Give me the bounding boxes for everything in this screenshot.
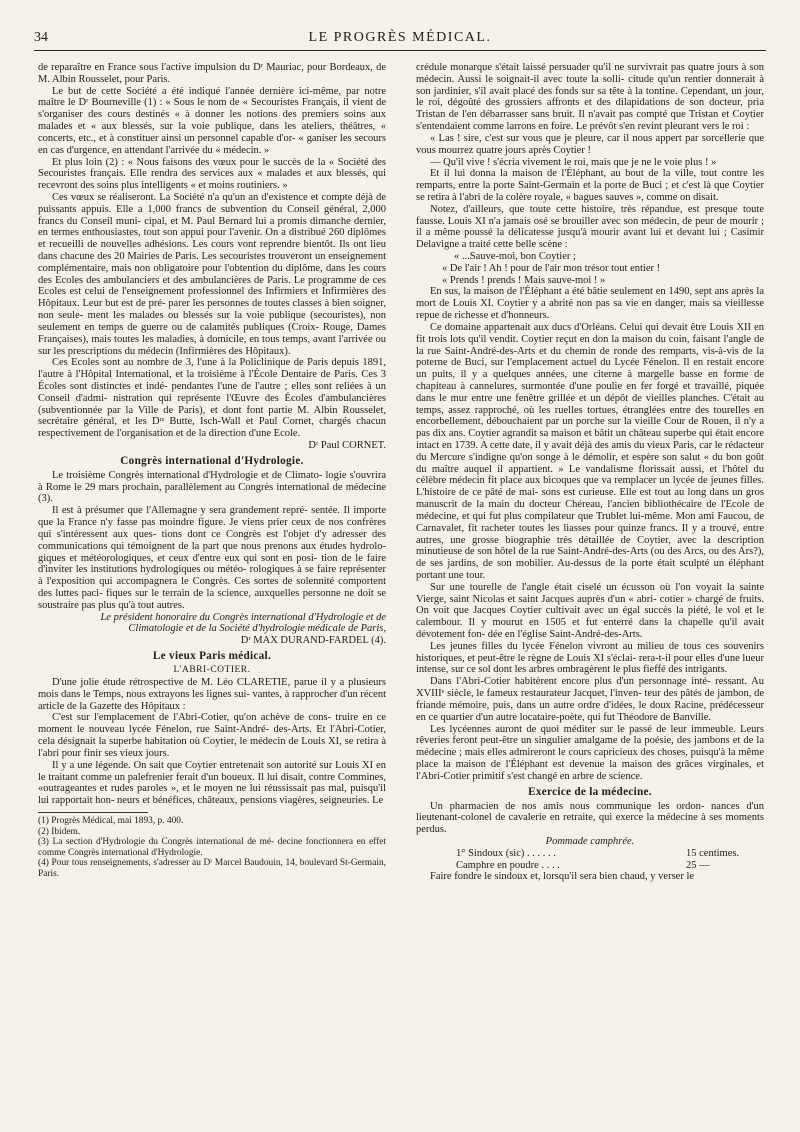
page-number: 34 bbox=[34, 30, 48, 45]
paragraph: crédule monarque s'était laissé persuader qu'il ne survivrait pas quatre jours à son médecin. Aussi le soignait-il avec toute la solli- citude qu'un rentier donnerait à son jardinier, s'il avait placé des fonds sur sa tête à la tontine. Cependant, un jour, le roi, dégoûté des grossiers affronts et des dilapidations de son docteur, pria Tristan de l'en débarrasser sans bruit. Il n'avait pas compté que Tristan et Coytier s'entendaient comme larrons en foire. Le prévôt s'en revint pleurant vers le roi : bbox=[416, 62, 764, 133]
paragraph: Les jeunes filles du lycée Fénelon vivront au milieu de tous ces souvenirs historiques, et peut-être le règne de Louis XI s'éclai- rera-t-il pour elles d'une lueur intense, sur ce sol dont les arbres ombragèrent le plus fieffé des intrigants. bbox=[416, 640, 764, 676]
paragraph: — Qu'il vive ! s'écria vivement le roi, mais que je ne le voie plus ! » bbox=[430, 156, 717, 168]
paragraph: Ces Ecoles sont au nombre de 3, l'une à la Policlinique de Paris depuis 1891, l'autre à l'Hôpital International, et la troisième à l'École Dentaire de Paris. Ces 3 Écoles sont distinctes et indé- pendantes l'une de l'autre ; elles sont reliées à un Conseil d'admi- nistration qui représente l'Œuvre des Écoles d'ambulancières (subventionnée par la Ville de Paris), et dont font partie M. Albin Rousselet, secrétaire général, et les Dʳˢ Butte, Isch-Wall et Paul Cornet, chargés chacun respectivement de l'organisation et de la direction d'une Ecole. bbox=[38, 357, 386, 440]
section-heading-congres: Congrès international d'Hydrologie. bbox=[120, 454, 304, 467]
paragraph: C'est sur l'emplacement de l'Abri-Cotier, qu'on achève de cons- truire en ce moment le nouveau lycée Fénelon, rue Saint-André- des-Arts. Et l'Abri-Cotier, cela désignait la superbe habitation où Coytier, le médecin de Louis XI, se retira à l'abri pour finir ses vieux jours. bbox=[38, 712, 386, 759]
paragraph: En sus, la maison de l'Éléphant a été bâtie seulement en 1490, sept ans après la mort de Louis XI. Coytier y a abrité non pas sa vie en danger, mais sa vieillesse repue de richesse et d'honneurs. bbox=[416, 286, 764, 322]
right-column bbox=[416, 62, 764, 1120]
footnote: (3) La section d'Hydrologie du Congrès international de mé- decine fonctionnera en effet comme Congrès international d'Hydrologie. bbox=[38, 837, 386, 858]
recipe-ingredient: 1° Sindoux (sic) . . . . . . bbox=[456, 847, 556, 859]
page-header bbox=[34, 30, 766, 51]
section-heading-exercice: Exercice de la médecine. bbox=[528, 785, 652, 798]
paragraph: Ce domaine appartenait aux ducs d'Orléans. Celui qui devait être Louis XII en fit trois lots qu'il vendit. Coytier reçut en don la maison du coin, faisant l'angle de la rue Saint-André-des-Arts et du chemin de ronde des remparts, vis-à-vis de la poterne de Buci, sur l'emplacement actuel du Lycée Fénelon. Il en restait encore un puits, il y a quelques années, une citerne à margelle basse en forme de chapiteau à cannelures, surmontée d'une poulie en fer forgé et travaillé, piquée dans le mur entre une fenêtre grillée et un dépôt de vieilles planches. C'était au temps, assez rapproché, où les ruelles tortues, étranglées entre des tourelles en encorbellement, débouchaient par un porche sur la vieille Cour de Rouen, il n'y a pas dix ans. Coytier agrandit sa maison et bâtit un château superbe qui était encore intact en 1739. A cette date, il y avait déjà des amis du vieux Paris, car le rédacteur du Mercure s'indigne qu'on songe à le démolir, et espère son salut « du bon goût du maître auquel il appartient. » Le vandalisme florissait aussi, et l'hôtel du célèbre médecin fit place aux bicoques que va remplacer un lycée de jeunes filles. L'histoire de ce pâté de mai- sons est curieuse. Elle est tout au long dans un gros manuscrit de la main du docteur Chéreau, l'ancien bibliothécaire de l'Ecole de médecine, et qui fut plus compilateur que Trublet lui-même. Mon ami Faucou, de Carnavalet, fit racheter toutes les liasses pour quinze francs. Il y a trouvé, entre autres, une grosse biographie très détaillée de Coytier, avec la description minutieuse de son hôtel de la rue Saint-André-des-Arts (ou des Arcs, ou des Ars?), de ses jardins, de son mobilier. Au-dessus de la porte était sculpté un éléphant portant une tour. bbox=[416, 321, 764, 581]
paragraph: Et il lui donna la maison de l'Éléphant, au bout de la ville, tout contre les remparts, entre la porte Saint-Germain et la porte de Buci ; et c'est là que Coytier se retira à l'abri de la colère royale, « bagues sauves », comme on disait. bbox=[416, 168, 764, 203]
subheading-abri-cotier: L'ABRI-COTIER. bbox=[173, 665, 251, 675]
section-heading-vieux-paris: Le vieux Paris médical. bbox=[152, 650, 272, 662]
footnote: (2) Ibidem. bbox=[38, 826, 81, 837]
signature-title: Le président honoraire du Congrès international d'Hydrologie et de Climatologie et de la Société d'hydrologie médicale de Paris, bbox=[100, 611, 386, 635]
verse-line: « ...Sauve-moi, bon Coytier ; bbox=[454, 251, 576, 262]
paragraph: Il est à présumer que l'Allemagne y sera grandement repré- sentée. Il importe que la France n'y fasse pas moindre figure. Je viens prier ceux de nos confrères qui s'intéressent aux ques- tions dont ce Congrès est l'objet d'y adresser des communications qui témoignent de la part que nous prenons aux études hydrolo- giques et météorologiques, et ceux d'entre eux qui sont en posi- tion de le faire d'inviter les institutions hydrologiques ou météo- rologiques à se faire représenter à l'exposition qui accompagnera le Congrès. Ces sortes de solennité comportent des luttes paci- fiques sur le terrain de la science, auxquelles personne ne doit se soustraire pas plus qu'à tout autres. bbox=[38, 505, 386, 611]
verse-line: « Prends ! prends ! Mais sauve-moi ! » bbox=[442, 274, 606, 286]
verse-line: « De l'air ! Ah ! pour de l'air mon trésor tout entier ! bbox=[442, 262, 661, 274]
left-column bbox=[38, 62, 386, 1120]
paragraph: Sur une tourelle de l'angle était ciselé un écusson où l'on voyait la sainte Vierge, saint Nicolas et saint Jacques auprès d'un « abri- cotier » chargé de fruits. On voit que Jacques Coytier cultivait avec un égal succès la piété, le vol et le calembour. Il y mourut en 1505 et fut enterré dans la chapelle qu'il avait dévotement fon- dée en l'église Saint-André-des-Arts. bbox=[416, 581, 764, 640]
recipe-title: Pommade camphrée. bbox=[545, 836, 635, 847]
paragraph: Le troisième Congrès international d'Hydrologie et de Climato- logie s'ouvrira à Rome le 29 mars prochain, parallèlement au Congrès international de médecine (3). bbox=[38, 469, 386, 505]
paragraph: Ces vœux se réaliseront. La Société n'a qu'un an d'existence et compte déjà de puissants appuis. Elle a 1,000 francs de subvention du Conseil général, 2,000 francs du Conseil muni- cipal, et M. Paul Bernard lui a promis dimanche dernier, en termes enthousiastes, tout son appui pour l'avenir. On a distribué 260 diplômes et recueilli de nouvelles adhésions. Les cours vont reprendre bientôt. Ils ont lieu dans chacune des 20 Mairies de Paris. Les secouristes trouveront un enseignement complémentaire, mais non obligatoire pour l'obtention du diplôme, dans les cours des Ecoles des ambulanciers et des ambulancières de Paris. Le programme de ces Ecoles est celui de l'enseignement professionnel des Infirmiers et Infirmières des Hôpitaux. Leur but est de pré- parer les personnes de toutes classes à bien soigner, non seule- ment les malades ou blessés sur la voie publique (secouristes), non seulement en temps de guerre ou de calamités publiques (Croix- Rouge, Dames Françaises), mais toutes les maladies, à domicile, en tous temps, avant l'arrivée ou sur les prescriptions du médecin (Infirmières des Hôpitaux). bbox=[38, 191, 386, 357]
footnote: (4) Pour tous renseignements, s'adresser au Dʳ Marcel Baudouin, 14, boulevard St-Germain, Paris. bbox=[38, 858, 386, 879]
recipe-ingredient: Camphre en poudre . . . . bbox=[456, 859, 560, 871]
paragraph: Un pharmacien de nos amis nous communique les ordon- nances d'un lieutenant-colonel de cavalerie en retraite, qui exerce la médecine à ses moments perdus. bbox=[416, 800, 764, 836]
paragraph: Les lycéennes auront de quoi méditer sur le passé de leur immeuble. Leurs rêveries feront peut-être un singulier amalgame de la poésie, des jambons et de la médecine ; mais elles admireront le cours capricieux des choses, puisqu'à la même place la maison de l'Éléphant est devenue la maison des grâces virginales, et l'Abri-Cotier primitif s'est changé en arbre de science. bbox=[416, 723, 764, 782]
recipe-amount: 25 — bbox=[686, 859, 710, 871]
footnote-rule bbox=[38, 812, 148, 813]
paragraph: Il y a une légende. On sait que Coytier entretenait son autorité sur Louis XI en le traitant comme un palefrenier ferait d'un boueux. Il lui disait, contre Commines, «outrageantes et rudes paroles », et le moyen ne lui réussissait pas mal, puisqu'il lui rapportait hon- neurs et bénéfices, châteaux, pensions viagères, seigneuries. Le bbox=[38, 759, 386, 807]
paragraph: de reparaître en France sous l'active impulsion du Dʳ Mauriac, pour Bordeaux, de M. Albin Rousselet, pour Paris. bbox=[38, 62, 386, 85]
running-title: LE PROGRÈS MÉDICAL. bbox=[308, 30, 492, 45]
signature: Dʳ MAX DURAND-FARDEL (4). bbox=[240, 635, 386, 647]
signature: Dʳ Paul CORNET. bbox=[308, 440, 386, 451]
paragraph: Le but de cette Société a été indiqué l'année dernière ici-même, par notre maître le Dʳ Bourneville (1) : « Sous le nom de « Secouristes Français, il vient de s'organiser des cours destinés « à donner les notions des premiers soins aux malades et « aux blessés, sur la voie publique, dans les ateliers, théâtres, « concerts, etc., et à constituer ainsi un personnel capable d'or- « ganiser les secours en cas d'urgence, en attendant l'arrivée du « médecin. » bbox=[38, 85, 386, 156]
footnote: (1) Progrès Médical, mai 1893, p. 400. bbox=[38, 815, 184, 826]
paragraph: D'une jolie étude rétrospective de M. Léo CLARETIE, parue il y a plusieurs mois dans le Temps, nous extrayons les lignes sui- vantes, à rapprocher d'un récent article de la Gazette des Hôpitaux : bbox=[38, 677, 386, 712]
paragraph: Faire fondre le sindoux et, lorsqu'il sera bien chaud, y verser le bbox=[430, 871, 695, 883]
recipe-amount: 15 centimes. bbox=[686, 847, 740, 859]
paragraph: « Las ! sire, c'est sur vous que je pleure, car il nous appert par sorcellerie que vous mourrez quatre jours après Coytier ! bbox=[416, 132, 764, 156]
recipe-line bbox=[416, 848, 764, 860]
paragraph: Notez, d'ailleurs, que toute cette histoire, très répandue, est presque toute fausse. Louis XI n'a jamais osé se brouiller avec son médecin, de peur de mourir ; il a même poussé la délicatesse jusqu'à mourir avant lui et devant lui ; Casimir Delavigne a traité cette belle scène : bbox=[416, 203, 764, 251]
paragraph: Et plus loin (2) : « Nous faisons des vœux pour le succès de la « Société des Secouristes français. Elle rendra des services aux « malades et aux blessés, qui recevront des soins plus intelligents « et moins routiniers. » bbox=[38, 156, 386, 192]
paragraph: Dans l'Abri-Cotier habitèrent encore plus d'un personnage inté- ressant. Au XVIIIᵉ siècle, le fameux restaurateur Jacquet, l'inven- teur des pâtés de jambon, de friande mémoire, puis, dans un autre ordre d'idées, le doux Racine, prédécesseur en ce quartier d'un autre locataire-poète, qui fut Théodore de Banville. bbox=[416, 676, 764, 723]
recipe-line bbox=[416, 860, 764, 872]
